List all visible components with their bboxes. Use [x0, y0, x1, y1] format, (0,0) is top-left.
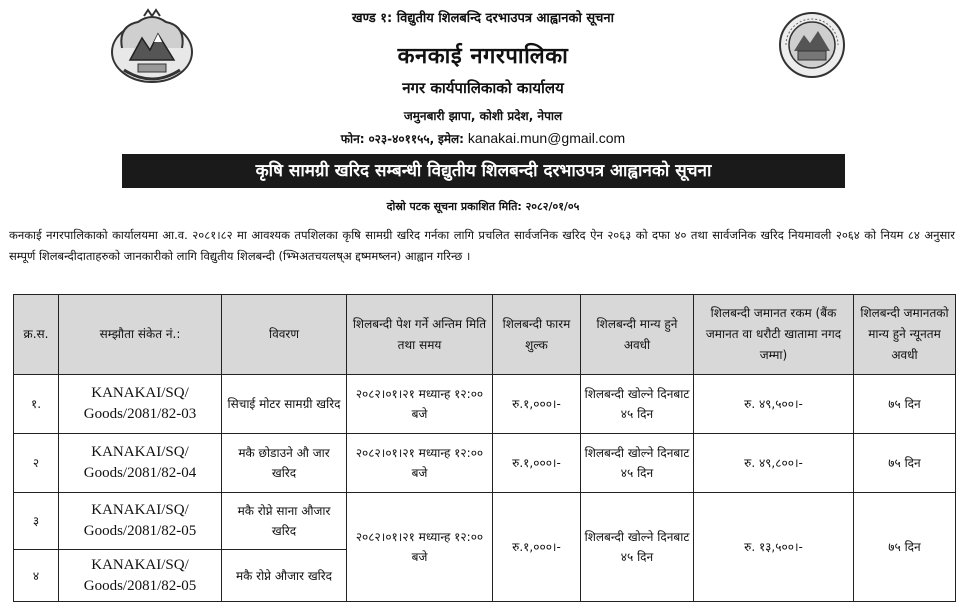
table-row [14, 493, 956, 550]
row-sn: ३ [14, 493, 59, 550]
row-security-validity: ७५ दिन [854, 434, 956, 493]
row-sn: २ [14, 434, 59, 493]
address: जमुनबारी झापा, कोशी प्रदेश, नेपाल [403, 109, 563, 123]
row-form-fee: रु.१,०००।- [493, 434, 581, 493]
row-bid-security: रु. ४९,५००।- [694, 375, 854, 434]
row-security-validity: ७५ दिन [854, 375, 956, 434]
row-contract-code: KANAKAI/SQ/ Goods/2081/82-04 [59, 434, 222, 493]
header-bid-security: शिलबन्दी जमानत रकम (बैंक जमानत वा धरौटी खातामा नगद जम्मा) [694, 295, 854, 375]
row-contract-code: KANAKAI/SQ/ Goods/2081/82-03 [59, 375, 222, 434]
notice-body: कनकाई नगरपालिकाको कार्यालयमा आ.व. २०८१।८२ मा आवश्यक तपशिलका कृषि सामग्री खरिद गर्नका लागि प्रचलित सार्वजनिक खरिद ऐन २०६३ को दफा ४० तथा सार्वजनिक खरिद नियमावली २०६४ को नियम ८४ अनुसार सम्पूर्ण शिलबन्दीदाताहरुको जानकारीको लागि विद्युतीय शिलबन्दी (भ्भिअतचयलष्अ द्दष्ममष्लन) आह्वान गरिन्छ । [9, 228, 955, 263]
row-sn: ४ [14, 550, 59, 602]
row-description: मकै रोप्ने औजार खरिद [222, 550, 347, 602]
row-validity: शिलबन्दी खोल्ने दिनबाट ४५ दिन [581, 375, 694, 434]
header-sn: क्र.स. [14, 295, 59, 375]
table-row [14, 434, 956, 493]
row-form-fee: रु.१,०००।- [493, 493, 581, 602]
email-address: kanakai.mun@gmail.com [467, 130, 626, 146]
municipality-name: कनकाई नगरपालिका [397, 44, 569, 69]
row-deadline: २०८२।०१।२१ मध्यान्ह १२:०० बजे [347, 434, 493, 493]
row-contract-code: KANAKAI/SQ/ Goods/2081/82-05 [59, 550, 222, 602]
email-label: इमेल: [437, 132, 464, 146]
table-header-row [14, 295, 956, 375]
office-name: नगर कार्यपालिकाको कार्यालय [402, 79, 564, 97]
header-deadline: शिलबन्दी पेश गर्ने अन्तिम मिति तथा समय [347, 295, 493, 375]
phone-label: फोन: [340, 132, 365, 146]
phone-number: ०२३-४०११५५, [368, 132, 435, 146]
row-validity: शिलबन्दी खोल्ने दिनबाट ४५ दिन [581, 493, 694, 602]
header-contract-code: सम्झौता संकेत नं.: [59, 295, 222, 375]
row-contract-code: KANAKAI/SQ/ Goods/2081/82-05 [59, 493, 222, 550]
table-row [14, 375, 956, 434]
header-form-fee: शिलबन्दी फारम शुल्क [493, 295, 581, 375]
contact-line [0, 130, 966, 147]
row-sn: १. [14, 375, 59, 434]
row-description: सिचाई मोटर सामग्री खरिद [222, 375, 347, 434]
row-bid-security: रु. ४९,८००।- [694, 434, 854, 493]
row-deadline: २०८२।०१।२१ मध्यान्ह १२:०० बजे [347, 375, 493, 434]
row-deadline: २०८२।०१।२१ मध्यान्ह १२:०० बजे [347, 493, 493, 602]
row-bid-security: रु. १३,५००।- [694, 493, 854, 602]
row-security-validity: ७५ दिन [854, 493, 956, 602]
row-form-fee: रु.१,०००।- [493, 375, 581, 434]
publish-date-line: दोस्रो पटक सूचना प्रकाशित मिति: २०८२/०१/०५ [386, 200, 580, 213]
header-description: विवरण [222, 295, 347, 375]
bid-table [13, 294, 956, 602]
header-security-validity: शिलबन्दी जमानतको मान्य हुने न्यूनतम अवधी [854, 295, 956, 375]
row-validity: शिलबन्दी खोल्ने दिनबाट ४५ दिन [581, 434, 694, 493]
row-description: मकै रोप्ने साना औजार खरिद [222, 493, 347, 550]
header-validity: शिलबन्दी मान्य हुने अवधी [581, 295, 694, 375]
row-description: मकै छोडाउने औ जार खरिद [222, 434, 347, 493]
section-title: खण्ड १: विद्युतीय शिलबन्दि दरभाउपत्र आह्वानको सूचना [351, 11, 615, 26]
notice-title-banner: कृषि सामग्री खरिद सम्बन्धी विद्युतीय शिलबन्दी दरभाउपत्र आह्वानको सूचना [122, 154, 845, 188]
